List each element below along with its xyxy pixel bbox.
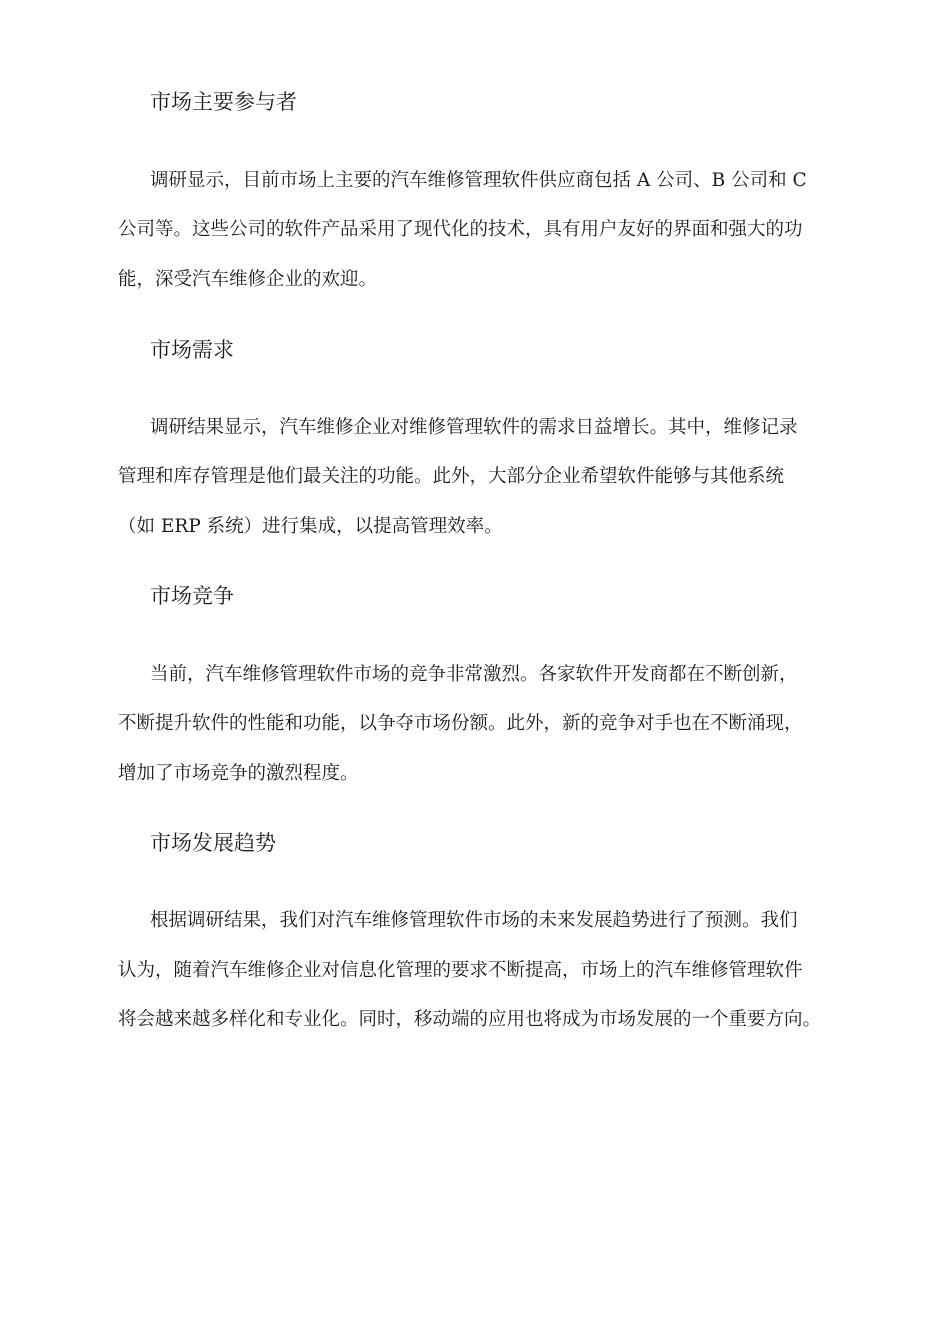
paragraph-line: 调研显示，目前市场上主要的汽车维修管理软件供应商包括 A 公司、B 公司和 C <box>150 170 807 191</box>
paragraph-line: 管理和库存管理是他们最关注的功能。此外，大部分企业希望软件能够与其他系统 <box>118 466 785 487</box>
paragraph-line: 调研结果显示，汽车维修企业对维修管理软件的需求日益增长。其中，维修记录 <box>150 417 798 438</box>
paragraph-line: 认为，随着汽车维修企业对信息化管理的要求不断提高，市场上的汽车维修管理软件 <box>118 960 803 981</box>
section-heading-market-competition: 市场竞争 <box>150 584 234 608</box>
section-heading-market-participants: 市场主要参与者 <box>150 90 297 114</box>
paragraph-line: 不断提升软件的性能和功能，以争夺市场份额。此外，新的竞争对手也在不断涌现， <box>118 713 803 734</box>
paragraph-line: 将会越来越多样化和专业化。同时，移动端的应用也将成为市场发展的一个重要方向。 <box>118 1009 822 1030</box>
paragraph-line: 根据调研结果，我们对汽车维修管理软件市场的未来发展趋势进行了预测。我们 <box>150 910 798 931</box>
paragraph-line: 当前，汽车维修管理软件市场的竞争非常激烈。各家软件开发商都在不断创新， <box>150 664 798 685</box>
paragraph-line: 能，深受汽车维修企业的欢迎。 <box>118 269 378 290</box>
paragraph-line: 增加了市场竞争的激烈程度。 <box>118 763 359 784</box>
paragraph-line: 公司等。这些公司的软件产品采用了现代化的技术，具有用户友好的界面和强大的功 <box>118 219 803 240</box>
section-heading-market-demand: 市场需求 <box>150 338 234 362</box>
section-heading-market-trends: 市场发展趋势 <box>150 831 276 855</box>
paragraph-line: （如 ERP 系统）进行集成，以提高管理效率。 <box>118 516 503 537</box>
